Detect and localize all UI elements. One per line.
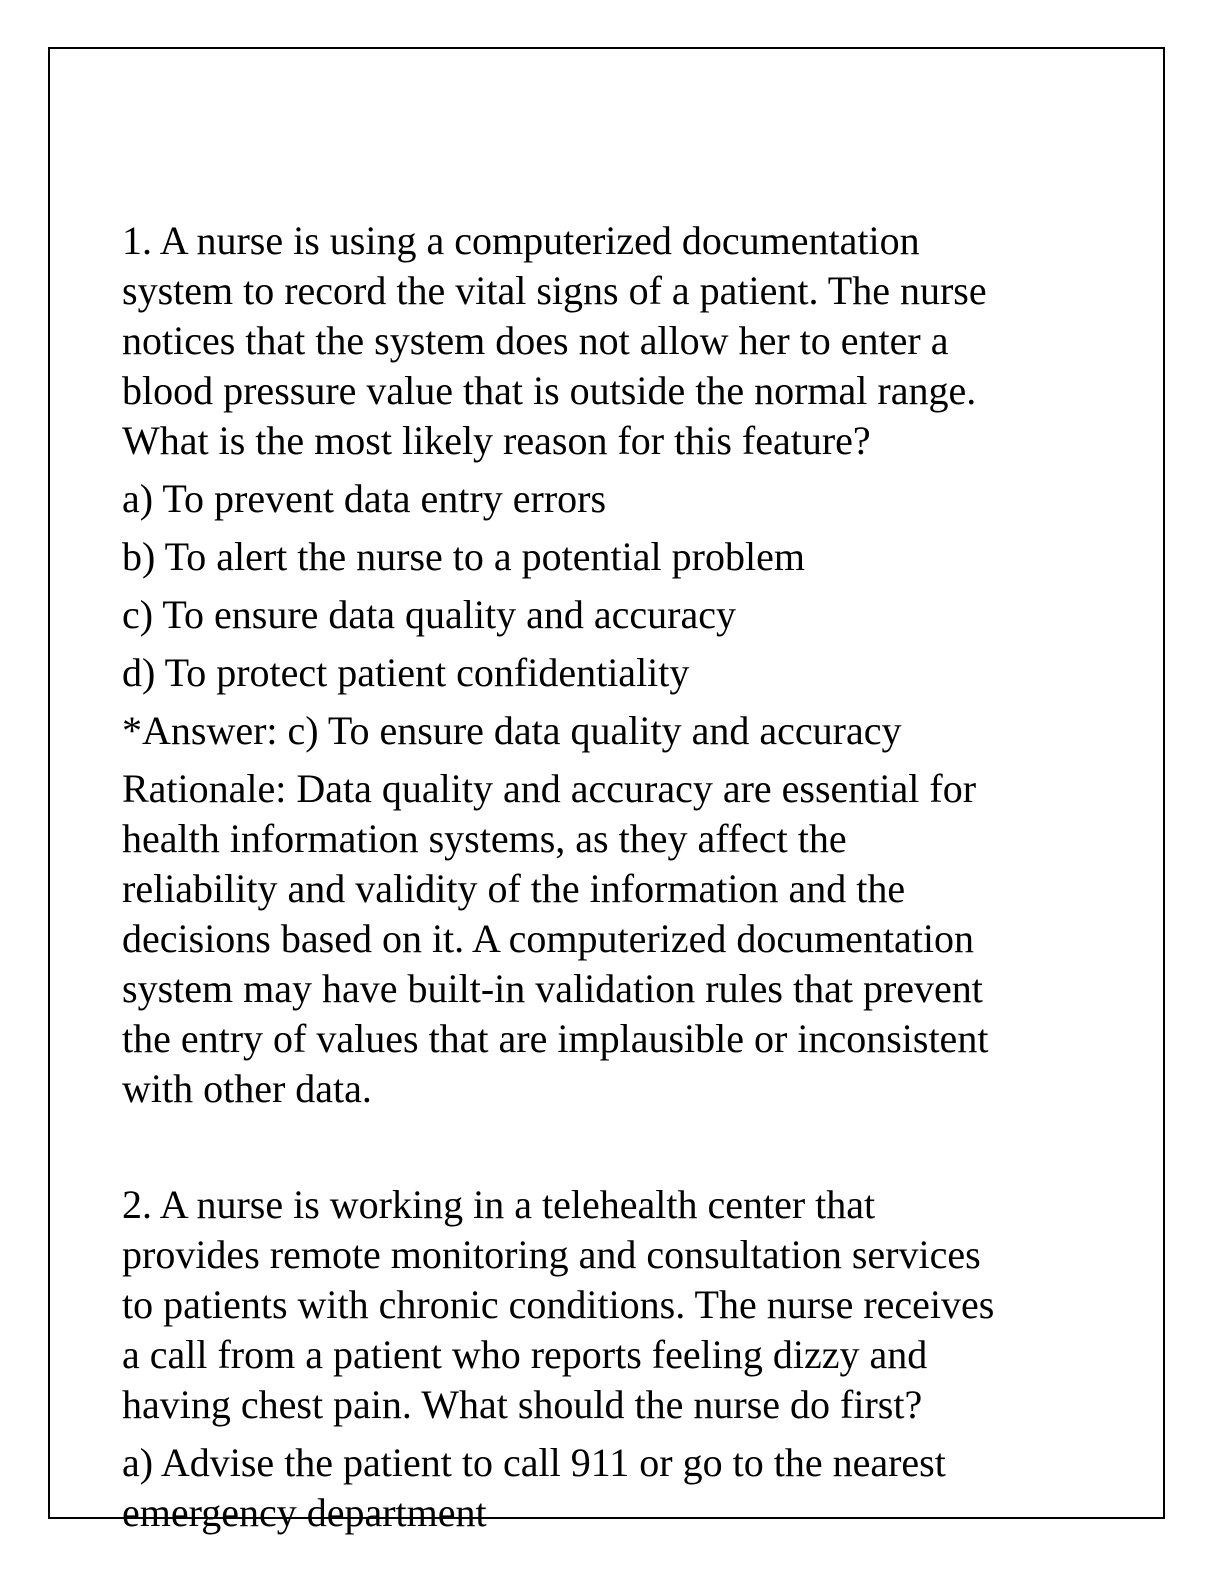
question-1-option-b: b) To alert the nurse to a potential problem — [122, 534, 805, 579]
question-2-option-a: a) Advise the patient to call 911 or go to the nearest emergency department — [122, 1440, 946, 1535]
question-1-option-c: c) To ensure data quality and accuracy — [122, 592, 736, 637]
document-body — [122, 216, 1102, 1546]
question-1-option-d: d) To protect patient confidentiality — [122, 650, 690, 695]
question-1-rationale: Rationale: Data quality and accuracy are essential for health information systems, as they affect the reliability and validity of the information and the decisions based on it. A computerized documentation system may have built-in validation rules that prevent the entry of values that are implausible or inconsistent with other data. — [122, 766, 989, 1111]
question-1-option-a: a) To prevent data entry errors — [122, 476, 607, 521]
question-spacer — [122, 1122, 1102, 1180]
question-1-stem: 1. A nurse is using a computerized documentation system to record the vital signs of a patient. The nurse notices that the system does not allow her to enter a blood pressure value that is outside the normal range. What is the most likely reason for this feature? — [122, 218, 987, 463]
question-1-answer: *Answer: c) To ensure data quality and accuracy — [122, 708, 902, 753]
question-2-stem: 2. A nurse is working in a telehealth center that provides remote monitoring and consultation services to patients with chronic conditions. The nurse receives a call from a patient who reports feeling dizzy and having chest pain. What should the nurse do first? — [122, 1182, 995, 1427]
question-2 — [122, 1180, 1102, 1538]
question-1 — [122, 216, 1102, 1114]
